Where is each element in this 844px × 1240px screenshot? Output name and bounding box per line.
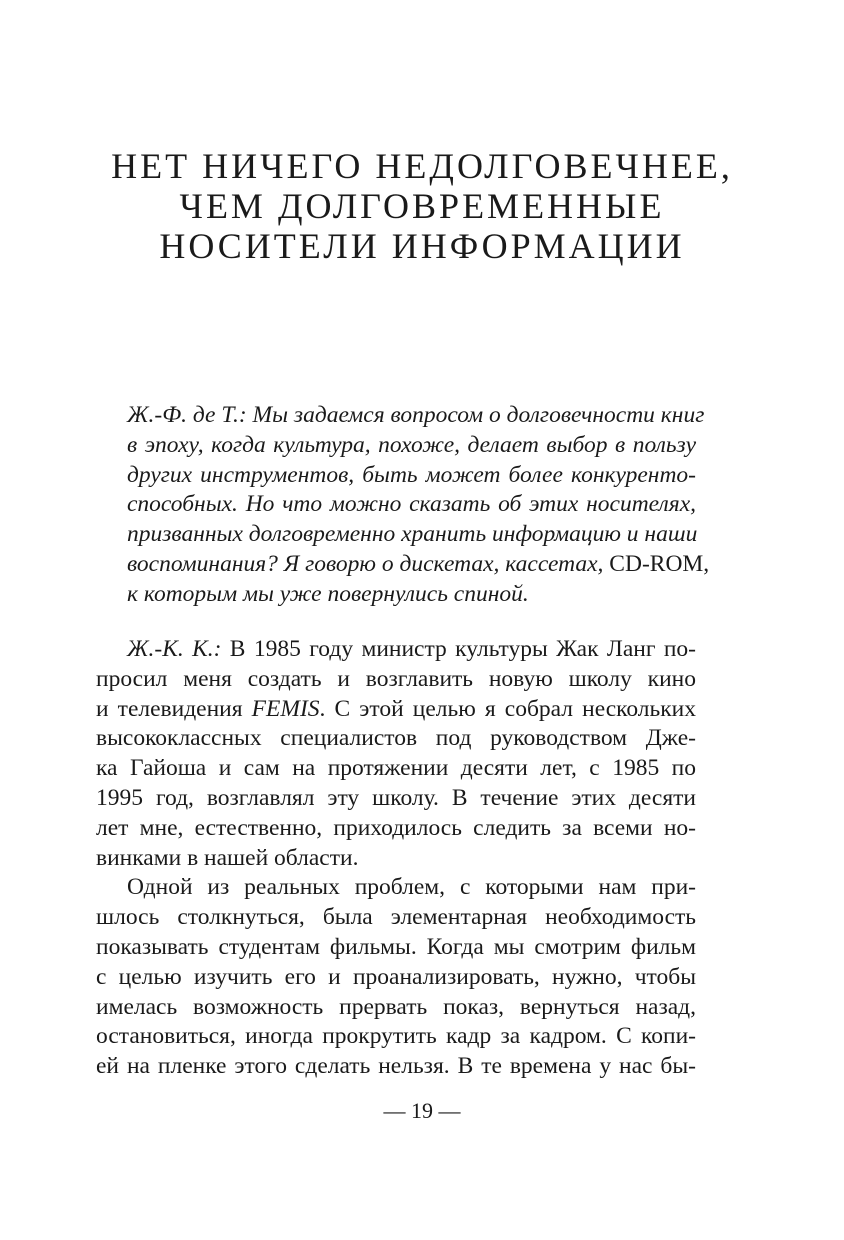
- text-line: имелась возможность прервать показ, вернуться назад,: [96, 993, 696, 1020]
- question-paragraph: [96, 401, 710, 610]
- text-line: [96, 695, 696, 725]
- text-line: показывать студентам фильмы. Когда мы смотрим фильм: [96, 933, 696, 960]
- speaker-label: Ж.-К. К.:: [127, 636, 222, 662]
- page-number: — 19 —: [383, 1098, 461, 1123]
- text-line: [96, 401, 705, 431]
- text-line: призванных долговременно хранить информацию и наши: [127, 521, 698, 548]
- text-fragment: . С этой целью я собрал нескольких: [319, 695, 696, 722]
- text-line: ка Гайоша и сам на протяжении десяти лет, с 1985 по: [96, 755, 696, 782]
- text-line: способных. Но что можно сказать об этих носителях,: [127, 491, 696, 518]
- text-line: просил меня создать и возглавить новую школу кино: [96, 665, 696, 692]
- text-line: с целью изучить его и проанализировать, нужно, чтобы: [96, 963, 696, 990]
- chapter-title-line-1: НЕТ НИЧЕГО НЕДОЛГОВЕЧНЕЕ,: [111, 146, 733, 186]
- text-line: остановиться, иногда прокрутить кадр за кадром. С копи-: [96, 1023, 696, 1050]
- school-name: FEMIS: [251, 695, 320, 722]
- text-line: шлось столкнуться, была элементарная необходимость: [96, 904, 696, 931]
- text-line: в эпоху, когда культура, похоже, делает выбор в пользу: [127, 431, 696, 458]
- text-line: 1995 год, возглавлял эту школу. В течение этих десяти: [96, 784, 696, 811]
- answer-block: [96, 635, 696, 1082]
- chapter-title-line-3: НОСИТЕЛИ ИНФОРМАЦИИ: [159, 226, 685, 266]
- chapter-title: [60, 146, 784, 266]
- chapter-title-line-2: ЧЕМ ДОЛГОВРЕМЕННЫЕ: [179, 186, 665, 226]
- speaker-label: Ж.-Ф. де Т.:: [127, 402, 247, 428]
- text-line: [96, 635, 696, 665]
- text-line: Одной из реальных проблем, с которыми нам при-: [127, 874, 696, 901]
- text-line: к которым мы уже повернулись спиной.: [127, 580, 529, 607]
- text-fragment: и телевидения: [96, 695, 243, 722]
- text-line: высококлассных специалистов под руководством Дже-: [96, 725, 696, 752]
- text-fragment: Мы задаемся вопросом о долговечности книг: [246, 402, 705, 428]
- text-fragment: воспоминания? Я говорю о дискетах, кассетах,: [127, 550, 604, 577]
- text-line: ей на пленке этого сделать нельзя. В те времена у нас бы-: [96, 1053, 696, 1080]
- text-line: лет мне, естественно, приходилось следить за всеми но-: [96, 814, 696, 841]
- text-fragment: CD-ROM,: [609, 550, 710, 577]
- text-fragment: В 1985 году министр культуры Жак Ланг по-: [221, 636, 697, 662]
- text-line: [96, 550, 710, 580]
- text-line: других инструментов, быть может более конкуренто-: [127, 461, 696, 488]
- text-line: винками в нашей области.: [96, 844, 359, 871]
